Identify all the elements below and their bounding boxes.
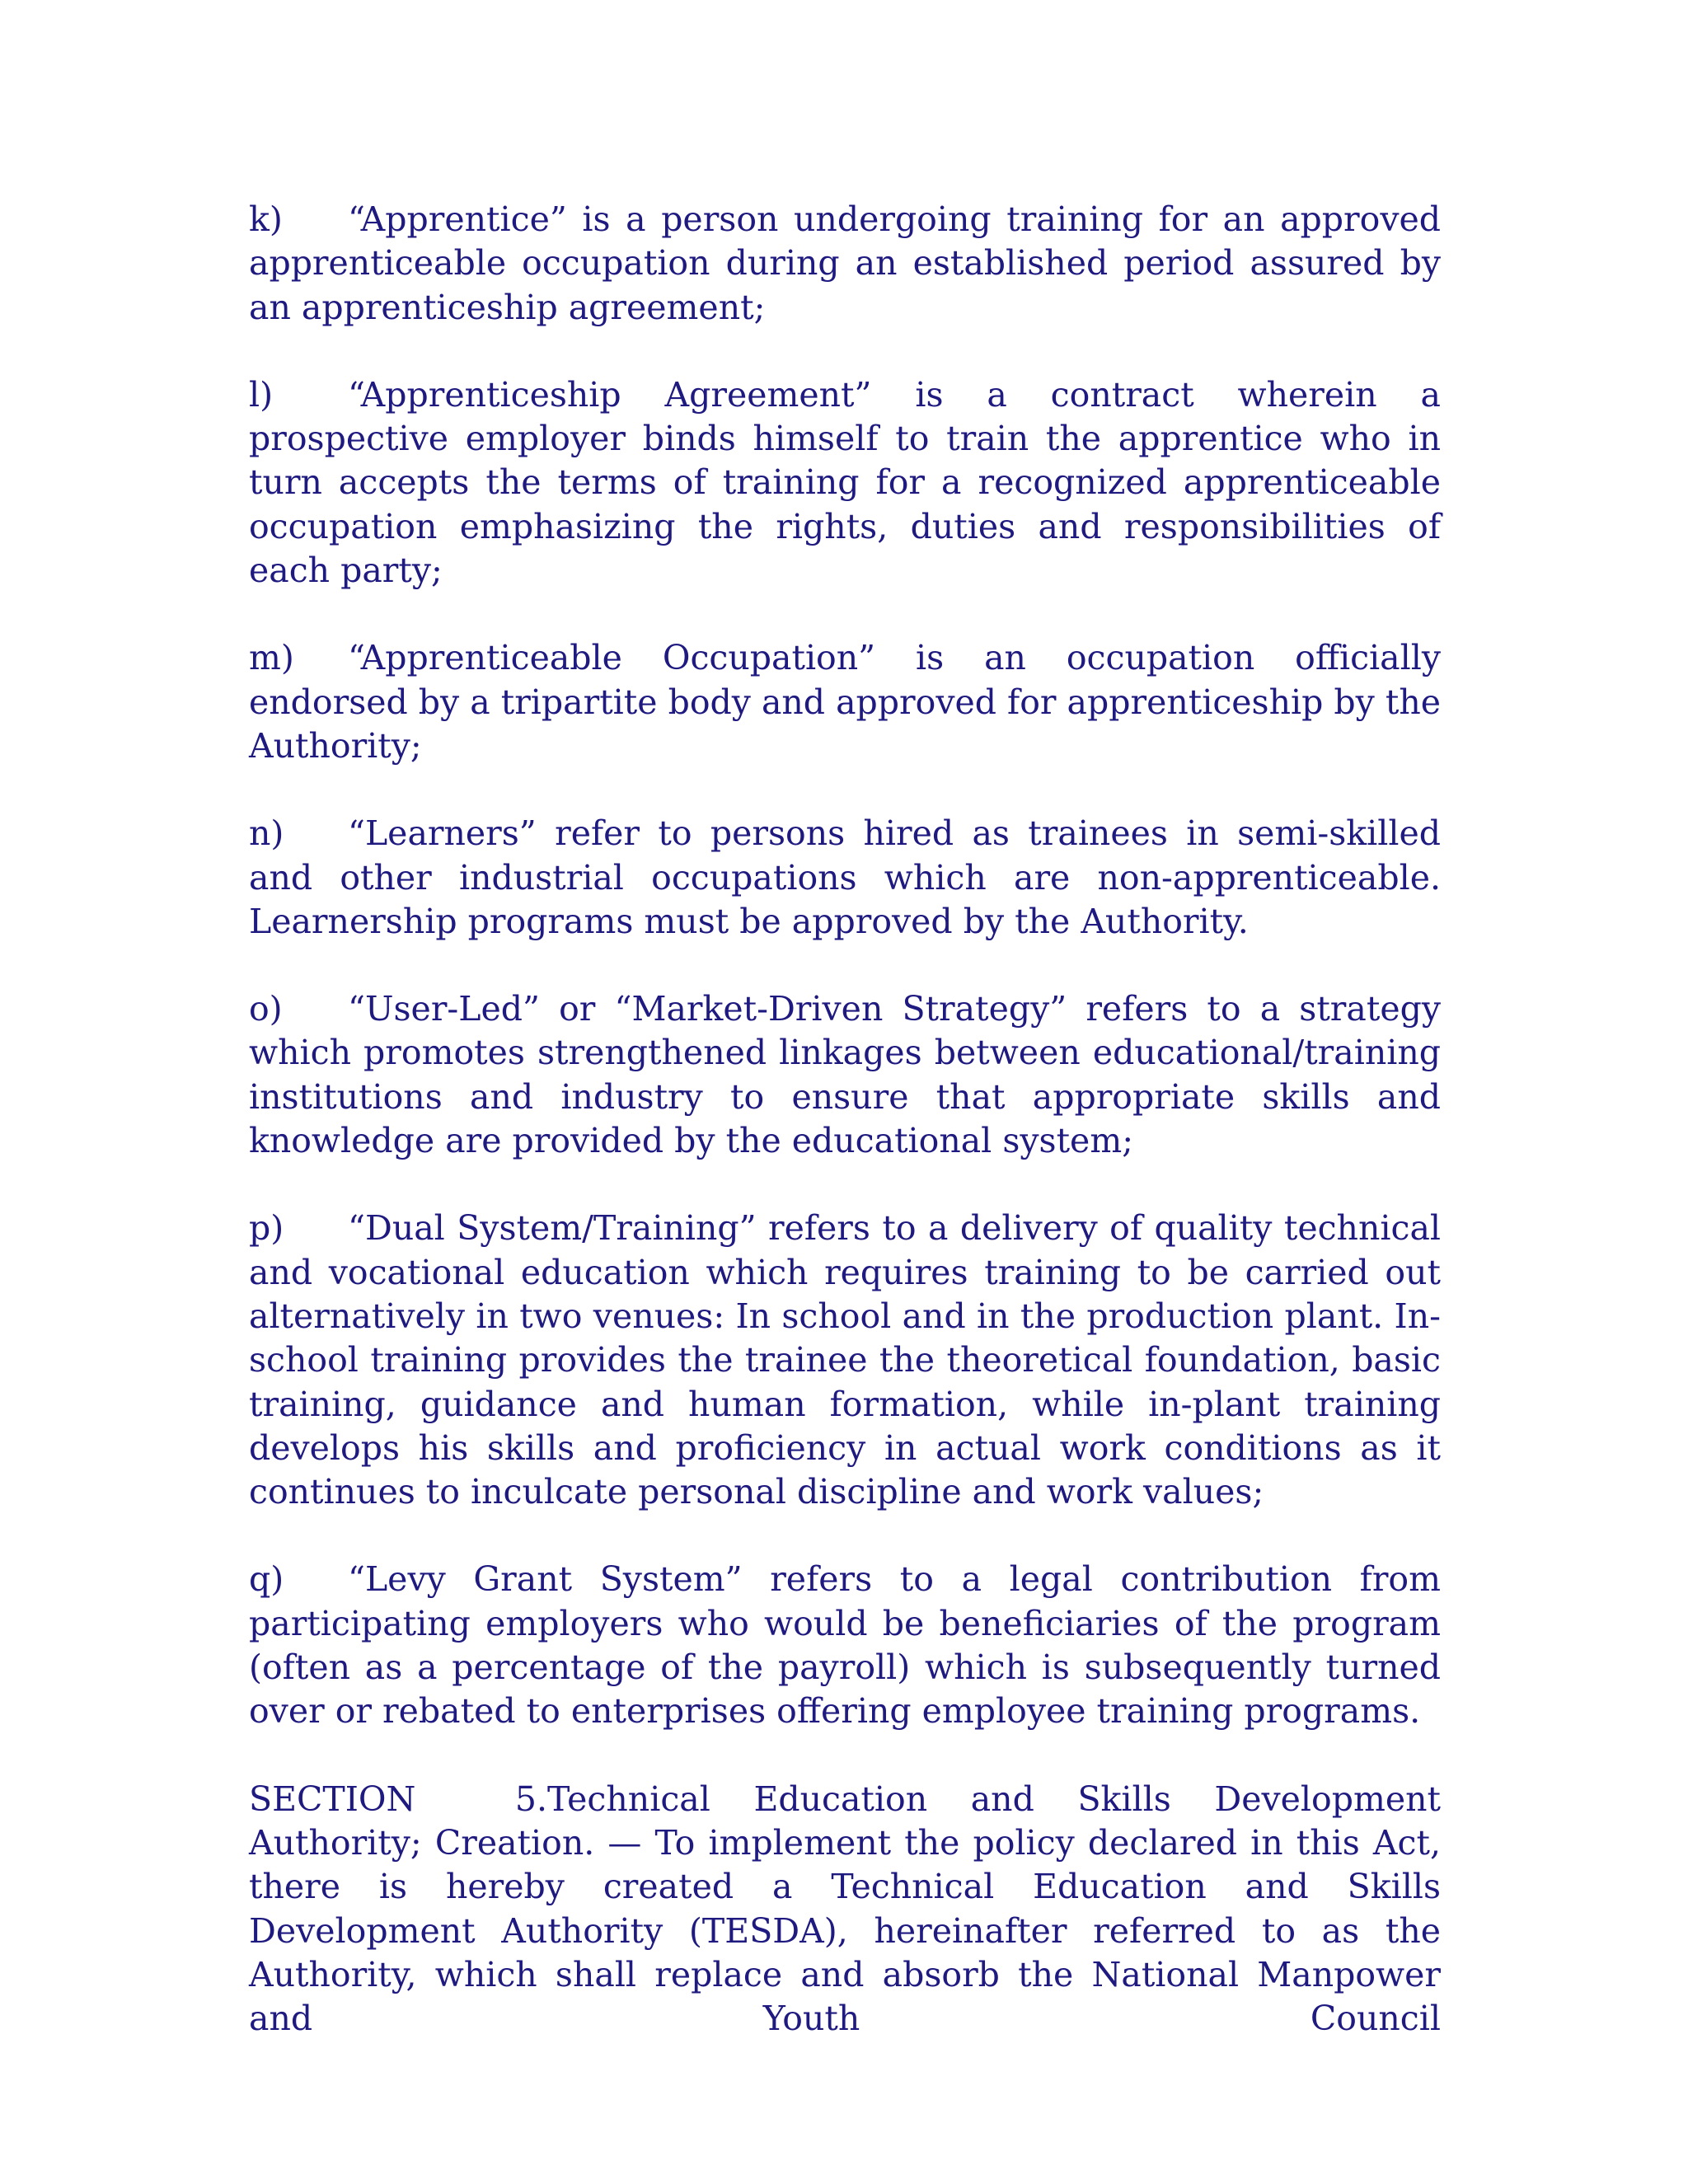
item-marker: l) [249,374,274,415]
item-text: “Apprentice” is a person undergoing training for an approved apprenticeable occupation during an established period assured by an apprenticeship agreement; [249,199,1441,327]
definition-o [249,987,1441,1163]
item-marker: o) [249,989,283,1029]
item-marker: q) [249,1559,284,1600]
item-text: “Dual System/Training” refers to a delivery of quality technical and vocational education which requires training to be carried out alternatively in two venues: In school and in the production plant. In-school training provides the trainee the theoretical foundation, basic training, guidance and human formation, while in-plant training develops his skills and proficiency in actual work conditions as it continues to inculcate personal discipline and work values; [249,1208,1441,1512]
item-text: “Apprenticeship Agreement” is a contract wherein a prospective employer binds himself to train the apprentice who in turn accepts the terms of training for a recognized apprenticeable occupation emphasizing the rights, duties and responsibilities of each party; [249,374,1441,591]
definition-m [249,636,1441,768]
section-heading: SECTION 5. [249,1779,547,1819]
definition-q [249,1558,1441,1733]
definition-k [249,198,1441,330]
definition-p [249,1207,1441,1514]
definition-n [249,812,1441,944]
item-text: “User-Led” or “Market-Driven Strategy” refers to a strategy which promotes strengthened linkages between educational/training institutions and industry to ensure that appropriate skills and knowledge are provided by the educational system; [249,989,1441,1161]
item-text: “Apprenticeable Occupation” is an occupation officially endorsed by a tripartite body and approved for apprenticeship by the Authority; [249,638,1441,766]
section-5 [249,1778,1441,2041]
section-text: Technical Education and Skills Development Authority; Creation. — To implement the policy declared in this Act, there is hereby created a Technical Education and Skills Development Authority (TESDA), hereinafter referred to as the Authority, which shall replace and absorb the National Manpower and Youth Council [249,1779,1441,2039]
item-marker: m) [249,638,294,678]
definition-l [249,373,1441,593]
item-marker: n) [249,813,284,854]
item-marker: k) [249,199,283,239]
document-body [249,198,1441,2041]
item-text: “Levy Grant System” refers to a legal contribution from participating employers who would be beneficiaries of the program (often as a percentage of the payroll) which is subsequently turned over or rebated to enterprises offering employee training programs. [249,1559,1441,1732]
item-marker: p) [249,1208,284,1249]
item-text: “Learners” refer to persons hired as trainees in semi-skilled and other industrial occupations which are non-apprenticeable. Learnership programs must be approved by the Authority. [249,813,1441,941]
